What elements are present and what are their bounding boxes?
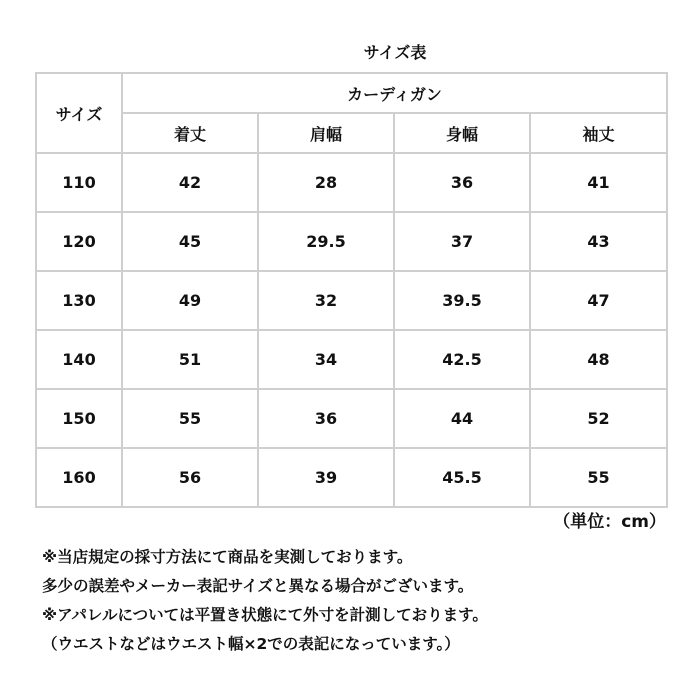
table-row — [36, 212, 667, 271]
size-cell: 130 — [36, 271, 122, 330]
column-header-sleeve: 袖丈 — [530, 113, 667, 153]
value-cell: 55 — [530, 448, 667, 507]
note-line: 多少の誤差やメーカー表記サイズと異なる場合がございます。 — [42, 577, 474, 595]
value-cell: 34 — [258, 330, 394, 389]
value-cell: 47 — [530, 271, 667, 330]
cardigan-group-header: カーディガン — [122, 73, 667, 113]
value-cell: 28 — [258, 153, 394, 212]
table-row — [36, 389, 667, 448]
value-cell: 37 — [394, 212, 530, 271]
size-cell: 160 — [36, 448, 122, 507]
value-cell: 48 — [530, 330, 667, 389]
value-cell: 55 — [122, 389, 258, 448]
table-row — [36, 330, 667, 389]
value-cell: 43 — [530, 212, 667, 271]
size-cell: 140 — [36, 330, 122, 389]
size-cell: 150 — [36, 389, 122, 448]
value-cell: 29.5 — [258, 212, 394, 271]
value-cell: 51 — [122, 330, 258, 389]
unit-label: （単位：cm） — [553, 512, 666, 532]
table-subheader-row — [36, 113, 667, 153]
value-cell: 45 — [122, 212, 258, 271]
size-cell: 110 — [36, 153, 122, 212]
value-cell: 42 — [122, 153, 258, 212]
value-cell: 32 — [258, 271, 394, 330]
value-cell: 39.5 — [394, 271, 530, 330]
value-cell: 56 — [122, 448, 258, 507]
size-table — [35, 72, 668, 508]
notes — [42, 543, 682, 659]
value-cell: 41 — [530, 153, 667, 212]
column-header-width: 身幅 — [394, 113, 530, 153]
column-header-length: 着丈 — [122, 113, 258, 153]
value-cell: 49 — [122, 271, 258, 330]
value-cell: 45.5 — [394, 448, 530, 507]
value-cell: 39 — [258, 448, 394, 507]
table-header-row — [36, 73, 667, 113]
value-cell: 36 — [394, 153, 530, 212]
table-row — [36, 153, 667, 212]
note-line: ※アパレルについては平置き状態にて外寸を計測しております。 — [42, 606, 488, 624]
note-line: （ウエストなどはウエスト幅×2での表記になっています。） — [42, 635, 460, 653]
table-row — [36, 271, 667, 330]
column-header-shoulder: 肩幅 — [258, 113, 394, 153]
table-row — [36, 448, 667, 507]
value-cell: 44 — [394, 389, 530, 448]
page-title: サイズ表 — [363, 43, 427, 62]
value-cell: 52 — [530, 389, 667, 448]
note-line: ※当店規定の採寸方法にて商品を実測しております。 — [42, 548, 413, 566]
value-cell: 36 — [258, 389, 394, 448]
size-cell: 120 — [36, 212, 122, 271]
value-cell: 42.5 — [394, 330, 530, 389]
size-column-header: サイズ — [36, 73, 122, 153]
